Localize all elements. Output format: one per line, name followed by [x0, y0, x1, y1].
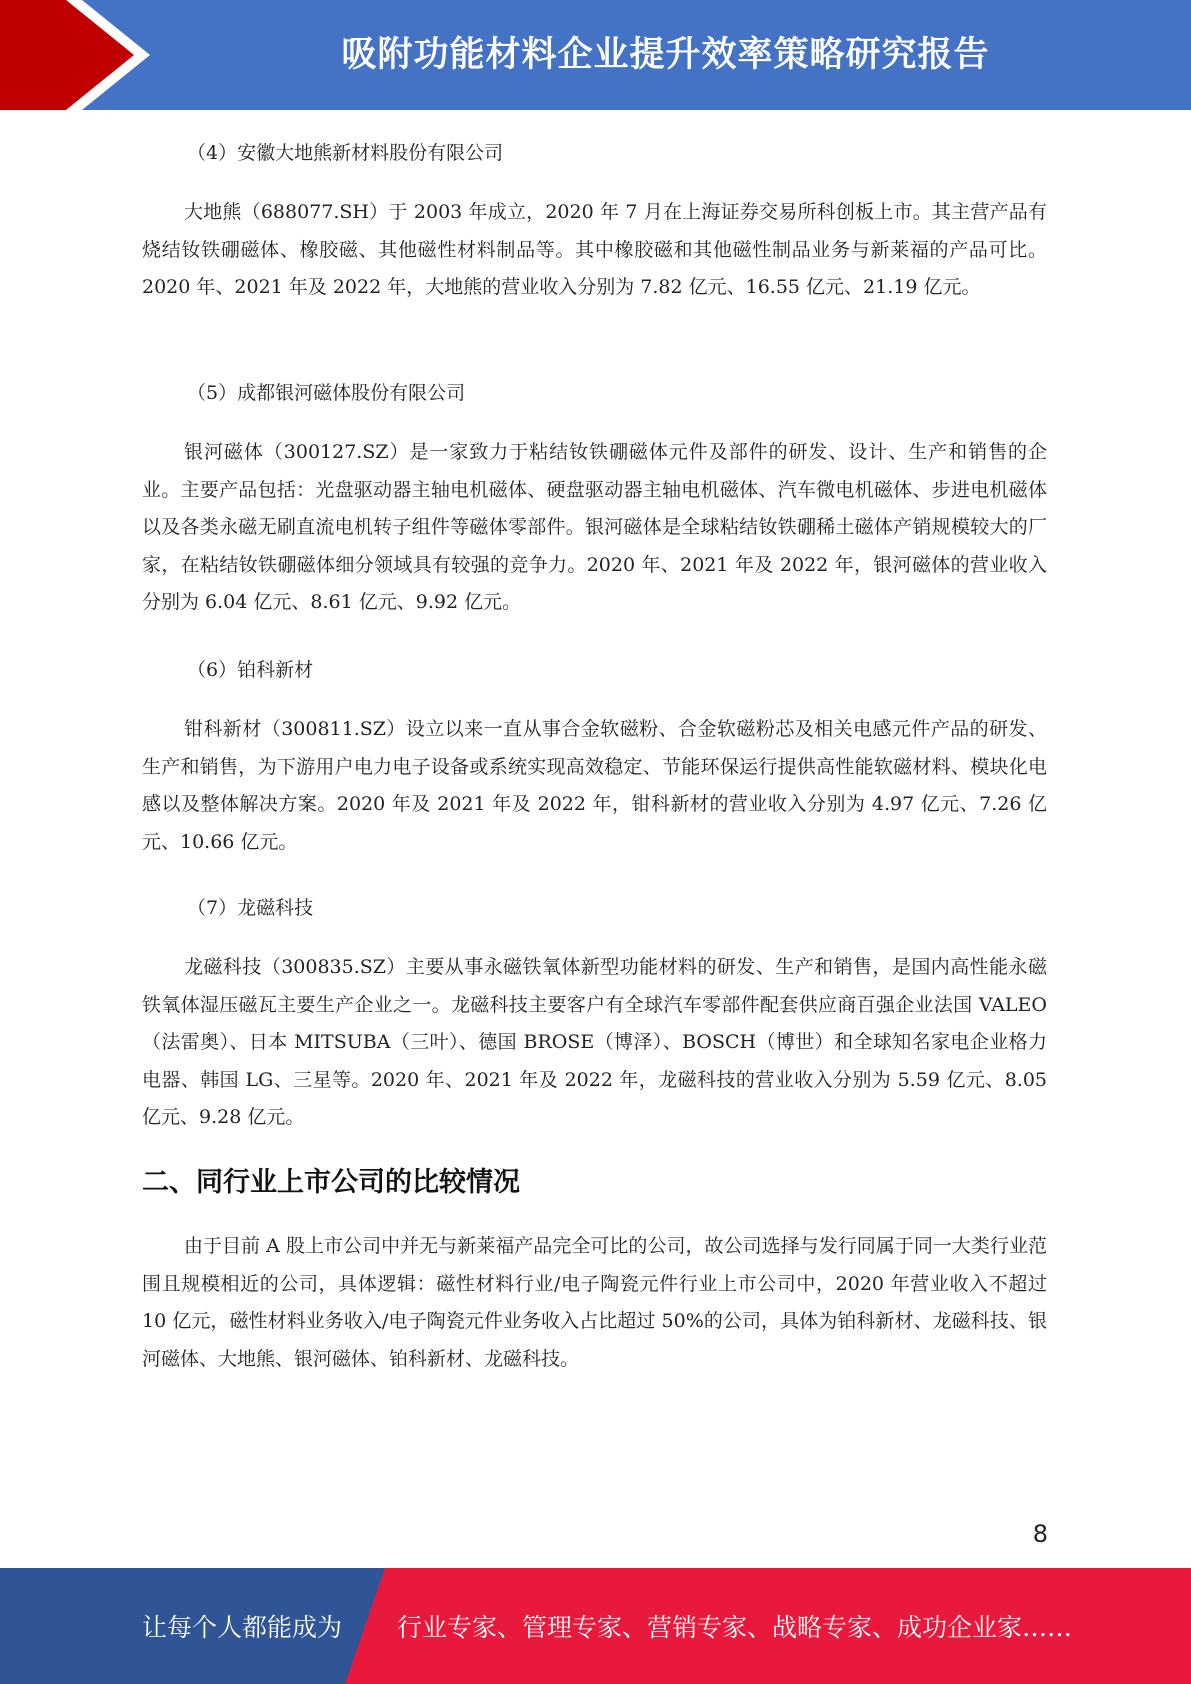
paragraph-comparison: 由于目前 A 股上市公司中并无与新莱福产品完全可比的公司，故公司选择与发行同属于同一大类行业范围且规模相近的公司，具体逻辑：磁性材料行业/电子陶瓷元件行业上市公司中，2020 年营业收入不超过 10 亿元，磁性材料业务收入/电子陶瓷元件业务收入占比超过 50%的公司，具体为铂科新材、龙磁科技、银河磁体、大地熊、银河磁体、铂科新材、龙磁科技。	[142, 1235, 1047, 1370]
page-number: 8	[1032, 1520, 1048, 1548]
subsection-heading-5: （5）成都银河磁体股份有限公司	[187, 382, 466, 404]
paragraph-yinhe-magnet: 银河磁体（300127.SZ）是一家致力于粘结钕铁硼磁体元件及部件的研发、设计、生产和销售的企业。主要产品包括：光盘驱动器主轴电机磁体、硬盘驱动器主轴电机磁体、汽车微电机磁体、步进电机磁体以及各类永磁无刷直流电机转子组件等磁体零部件。银河磁体是全球粘结钕铁硼稀土磁体产销规模较大的厂家，在粘结钕铁硼磁体细分领域具有较强的竞争力。2020 年、2021 年及 2022 年，银河磁体的营业收入分别为 6.04 亿元、8.61 亿元、9.92 亿元。	[142, 441, 1047, 613]
page-header	[0, 0, 1191, 110]
subsection-heading-6: （6）铂科新材	[187, 659, 314, 681]
footer-slogan-right: 行业专家、管理专家、营销专家、战略专家、成功企业家……	[397, 1613, 1073, 1642]
footer-slogan-left: 让每个人都能成为	[142, 1613, 343, 1642]
section-heading-comparison: 二、同行业上市公司的比较情况	[142, 1167, 520, 1198]
subsection-heading-4: （4）安徽大地熊新材料股份有限公司	[187, 142, 504, 164]
page-footer	[0, 1568, 1191, 1684]
subsection-heading-7: （7）龙磁科技	[187, 897, 314, 919]
paragraph-boke: 钳科新材（300811.SZ）设立以来一直从事合金软磁粉、合金软磁粉芯及相关电感元件产品的研发、生产和销售，为下游用户电力电子设备或系统实现高效稳定、节能环保运行提供高性能软磁材料、模块化电感以及整体解决方案。2020 年及 2021 年及 2022 年，钳科新材的营业收入分别为 4.97 亿元、7.26 亿元、10.66 亿元。	[142, 718, 1047, 853]
paragraph-dadixiong: 大地熊（688077.SH）于 2003 年成立，2020 年 7 月在上海证券交易所科创板上市。其主营产品有烧结钕铁硼磁体、橡胶磁、其他磁性材料制品等。其中橡胶磁和其他磁性制品业务与新莱福的产品可比。2020 年、2021 年及 2022 年，大地熊的营业收入分别为 7.82 亿元、16.55 亿元、21.19 亿元。	[142, 201, 1047, 298]
document-title: 吸附功能材料企业提升效率策略研究报告	[341, 35, 990, 75]
paragraph-longci: 龙磁科技（300835.SZ）主要从事永磁铁氧体新型功能材料的研发、生产和销售，是国内高性能永磁铁氧体湿压磁瓦主要生产企业之一。龙磁科技主要客户有全球汽车零部件配套供应商百强企业法国 VALEO（法雷奥）、日本 MITSUBA（三叶）、德国 BROSE（博泽）、BOSCH（博世）和全球知名家电企业格力电器、韩国 LG、三星等。2020 年、2021 年及 2022 年，龙磁科技的营业收入分别为 5.59 亿元、8.05 亿元、9.28 亿元。	[142, 956, 1047, 1128]
